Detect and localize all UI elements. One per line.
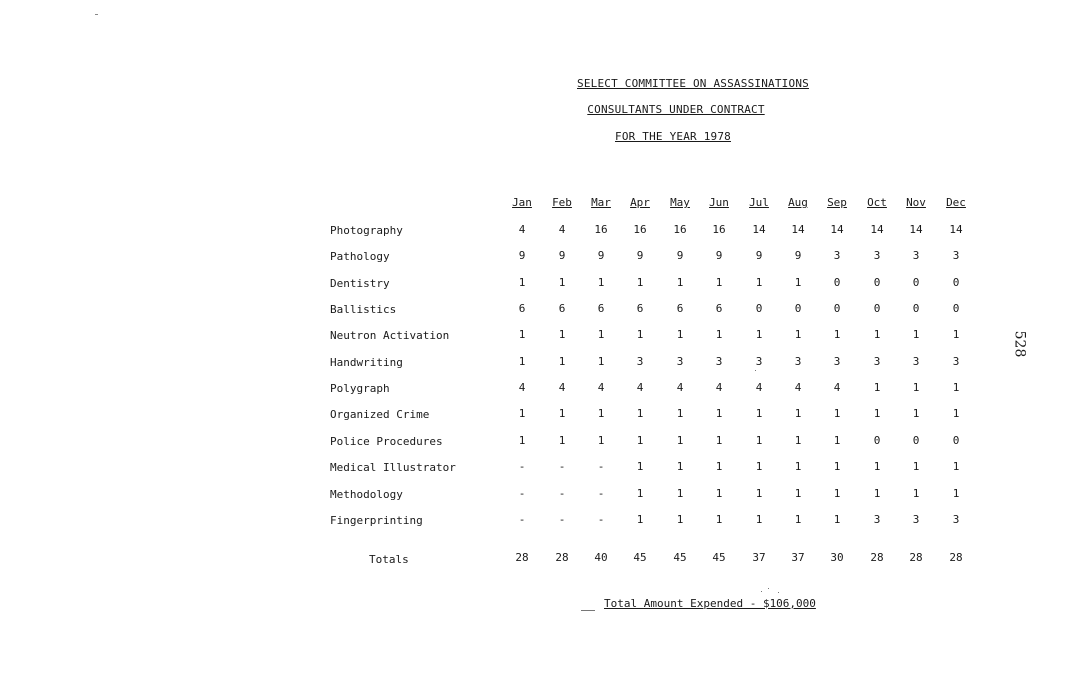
table-cell: 1 xyxy=(715,328,723,341)
row-label-police-procedures: Police Procedures xyxy=(330,435,443,448)
table-cell: 0 xyxy=(873,302,881,315)
table-cell: 3 xyxy=(952,249,960,262)
table-cell: 1 xyxy=(833,460,841,473)
table-cell: 4 xyxy=(518,223,526,236)
table-cell: - xyxy=(558,487,566,500)
table-cell: 1 xyxy=(794,487,802,500)
row-label-handwriting: Handwriting xyxy=(330,356,403,369)
table-cell: 0 xyxy=(952,302,960,315)
table-cell: 3 xyxy=(715,355,723,368)
table-cell: 4 xyxy=(558,223,566,236)
table-cell: 3 xyxy=(952,355,960,368)
row-label-neutron-activation: Neutron Activation xyxy=(330,329,450,342)
table-cell: 1 xyxy=(912,487,920,500)
month-header-oct: Oct xyxy=(867,196,887,209)
table-cell: 16 xyxy=(594,223,608,236)
totals-cell: 45 xyxy=(633,551,647,564)
table-cell: 1 xyxy=(597,407,605,420)
table-cell: - xyxy=(518,513,526,526)
table-cell: 3 xyxy=(873,249,881,262)
table-cell: 4 xyxy=(755,381,763,394)
title-committee: SELECT COMMITTEE ON ASSASSINATIONS xyxy=(577,77,809,90)
table-cell: 14 xyxy=(909,223,923,236)
table-cell: 1 xyxy=(794,407,802,420)
table-cell: 1 xyxy=(558,276,566,289)
table-cell: 1 xyxy=(558,434,566,447)
row-label-photography: Photography xyxy=(330,224,403,237)
scan-dot xyxy=(778,592,779,593)
table-cell: 16 xyxy=(633,223,647,236)
table-cell: 0 xyxy=(952,276,960,289)
row-label-polygraph: Polygraph xyxy=(330,382,390,395)
table-cell: 3 xyxy=(912,513,920,526)
table-cell: 9 xyxy=(755,249,763,262)
table-cell: 0 xyxy=(833,302,841,315)
month-header-jul: Jul xyxy=(749,196,769,209)
table-cell: 1 xyxy=(833,328,841,341)
table-cell: - xyxy=(597,487,605,500)
table-cell: 1 xyxy=(518,407,526,420)
table-cell: 1 xyxy=(912,328,920,341)
totals-label: Totals xyxy=(369,553,409,566)
month-header-jan: Jan xyxy=(512,196,532,209)
table-cell: 1 xyxy=(912,381,920,394)
month-header-nov: Nov xyxy=(906,196,926,209)
month-header-mar: Mar xyxy=(591,196,611,209)
table-cell: 1 xyxy=(755,407,763,420)
table-cell: 1 xyxy=(755,434,763,447)
table-cell: 1 xyxy=(873,407,881,420)
table-cell: 1 xyxy=(833,513,841,526)
table-cell: 1 xyxy=(558,355,566,368)
table-cell: 1 xyxy=(755,328,763,341)
table-cell: 1 xyxy=(833,487,841,500)
totals-cell: 40 xyxy=(594,551,608,564)
table-cell: 1 xyxy=(676,276,684,289)
table-cell: 1 xyxy=(676,434,684,447)
scan-dot xyxy=(768,588,769,589)
table-cell: 1 xyxy=(636,434,644,447)
table-cell: 0 xyxy=(952,434,960,447)
table-cell: 4 xyxy=(676,381,684,394)
table-cell: 3 xyxy=(833,249,841,262)
table-cell: 1 xyxy=(636,407,644,420)
totals-cell: 28 xyxy=(949,551,963,564)
scan-speck xyxy=(95,14,98,15)
table-cell: 1 xyxy=(676,487,684,500)
table-cell: 1 xyxy=(952,328,960,341)
table-cell: 9 xyxy=(558,249,566,262)
totals-cell: 30 xyxy=(830,551,844,564)
table-cell: 1 xyxy=(755,513,763,526)
table-cell: 1 xyxy=(952,460,960,473)
table-cell: 1 xyxy=(873,487,881,500)
totals-cell: 28 xyxy=(909,551,923,564)
title-consultants: CONSULTANTS UNDER CONTRACT xyxy=(587,103,765,116)
table-cell: 1 xyxy=(636,460,644,473)
totals-cell: 37 xyxy=(752,551,766,564)
table-cell: 4 xyxy=(518,381,526,394)
table-cell: 16 xyxy=(673,223,687,236)
table-cell: 0 xyxy=(873,276,881,289)
table-cell: 1 xyxy=(873,460,881,473)
table-cell: 1 xyxy=(558,328,566,341)
table-cell: 1 xyxy=(833,407,841,420)
table-cell: 1 xyxy=(558,407,566,420)
totals-cell: 28 xyxy=(555,551,569,564)
table-cell: 1 xyxy=(952,381,960,394)
table-cell: 1 xyxy=(912,407,920,420)
table-cell: 1 xyxy=(636,328,644,341)
table-cell: 1 xyxy=(518,434,526,447)
table-cell: 9 xyxy=(715,249,723,262)
row-label-ballistics: Ballistics xyxy=(330,303,397,316)
table-cell: 0 xyxy=(873,434,881,447)
table-cell: 1 xyxy=(755,276,763,289)
table-cell: 9 xyxy=(597,249,605,262)
totals-cell: 45 xyxy=(673,551,687,564)
row-label-pathology: Pathology xyxy=(330,250,390,263)
table-cell: 3 xyxy=(676,355,684,368)
total-amount-expended: Total Amount Expended - $106,000 xyxy=(604,597,816,610)
table-cell: 9 xyxy=(518,249,526,262)
table-cell: 1 xyxy=(952,407,960,420)
table-cell: 1 xyxy=(636,276,644,289)
totals-cell: 28 xyxy=(870,551,884,564)
table-cell: 1 xyxy=(597,328,605,341)
month-header-aug: Aug xyxy=(788,196,808,209)
table-cell: 3 xyxy=(912,355,920,368)
totals-cell: 45 xyxy=(712,551,726,564)
table-cell: 1 xyxy=(755,460,763,473)
table-cell: 3 xyxy=(873,355,881,368)
row-label-dentistry: Dentistry xyxy=(330,277,390,290)
row-label-medical-illustrator: Medical Illustrator xyxy=(330,461,456,474)
table-cell: 1 xyxy=(676,460,684,473)
table-cell: 6 xyxy=(518,302,526,315)
table-cell: 4 xyxy=(636,381,644,394)
scan-dot xyxy=(755,370,756,371)
totals-cell: 37 xyxy=(791,551,805,564)
table-cell: 0 xyxy=(755,302,763,315)
month-header-may: May xyxy=(670,196,690,209)
row-label-organized-crime: Organized Crime xyxy=(330,408,430,421)
table-cell: 3 xyxy=(912,249,920,262)
table-cell: - xyxy=(518,487,526,500)
table-cell: 3 xyxy=(873,513,881,526)
table-cell: - xyxy=(518,460,526,473)
table-cell: 3 xyxy=(755,355,763,368)
scan-dot xyxy=(761,591,762,592)
table-cell: 1 xyxy=(794,513,802,526)
table-cell: 14 xyxy=(870,223,884,236)
month-header-feb: Feb xyxy=(552,196,572,209)
row-label-fingerprinting: Fingerprinting xyxy=(330,514,423,527)
table-cell: 1 xyxy=(794,434,802,447)
table-cell: 9 xyxy=(636,249,644,262)
table-cell: 1 xyxy=(794,460,802,473)
table-cell: 1 xyxy=(518,276,526,289)
table-cell: 1 xyxy=(676,513,684,526)
table-cell: 1 xyxy=(597,276,605,289)
table-cell: 1 xyxy=(715,434,723,447)
month-header-jun: Jun xyxy=(709,196,729,209)
table-cell: 3 xyxy=(833,355,841,368)
page-number: 528 xyxy=(1011,330,1028,358)
table-cell: 0 xyxy=(833,276,841,289)
totals-cell: 28 xyxy=(515,551,529,564)
table-cell: 3 xyxy=(952,513,960,526)
table-cell: 1 xyxy=(518,328,526,341)
table-cell: 6 xyxy=(597,302,605,315)
table-cell: 1 xyxy=(794,276,802,289)
table-cell: 0 xyxy=(912,434,920,447)
table-cell: 4 xyxy=(558,381,566,394)
leader-dash xyxy=(581,610,595,611)
table-cell: - xyxy=(558,460,566,473)
table-cell: 6 xyxy=(558,302,566,315)
table-cell: 1 xyxy=(676,328,684,341)
table-cell: 0 xyxy=(912,276,920,289)
month-header-sep: Sep xyxy=(827,196,847,209)
table-cell: 6 xyxy=(715,302,723,315)
table-cell: 1 xyxy=(715,487,723,500)
table-cell: 1 xyxy=(912,460,920,473)
table-cell: 14 xyxy=(752,223,766,236)
table-cell: 1 xyxy=(873,381,881,394)
table-cell: 4 xyxy=(597,381,605,394)
table-cell: 1 xyxy=(676,407,684,420)
table-cell: - xyxy=(558,513,566,526)
table-cell: 16 xyxy=(712,223,726,236)
table-cell: 1 xyxy=(715,513,723,526)
table-cell: 1 xyxy=(794,328,802,341)
table-cell: 1 xyxy=(715,460,723,473)
table-cell: 1 xyxy=(952,487,960,500)
table-cell: 9 xyxy=(676,249,684,262)
table-cell: 4 xyxy=(794,381,802,394)
title-year: FOR THE YEAR 1978 xyxy=(615,130,731,143)
month-header-dec: Dec xyxy=(946,196,966,209)
table-cell: 1 xyxy=(715,276,723,289)
table-cell: 14 xyxy=(791,223,805,236)
table-cell: 1 xyxy=(636,513,644,526)
table-cell: 4 xyxy=(715,381,723,394)
table-cell: 1 xyxy=(715,407,723,420)
table-cell: 0 xyxy=(794,302,802,315)
table-cell: 1 xyxy=(755,487,763,500)
table-cell: 9 xyxy=(794,249,802,262)
table-cell: 1 xyxy=(833,434,841,447)
table-cell: 1 xyxy=(518,355,526,368)
table-cell: 14 xyxy=(949,223,963,236)
table-cell: 0 xyxy=(912,302,920,315)
table-cell: - xyxy=(597,513,605,526)
table-cell: 14 xyxy=(830,223,844,236)
table-cell: 6 xyxy=(676,302,684,315)
table-cell: 1 xyxy=(873,328,881,341)
table-cell: - xyxy=(597,460,605,473)
table-cell: 1 xyxy=(636,487,644,500)
table-cell: 4 xyxy=(833,381,841,394)
table-cell: 1 xyxy=(597,355,605,368)
table-cell: 3 xyxy=(794,355,802,368)
table-cell: 1 xyxy=(597,434,605,447)
table-cell: 6 xyxy=(636,302,644,315)
table-cell: 3 xyxy=(636,355,644,368)
month-header-apr: Apr xyxy=(630,196,650,209)
row-label-methodology: Methodology xyxy=(330,488,403,501)
